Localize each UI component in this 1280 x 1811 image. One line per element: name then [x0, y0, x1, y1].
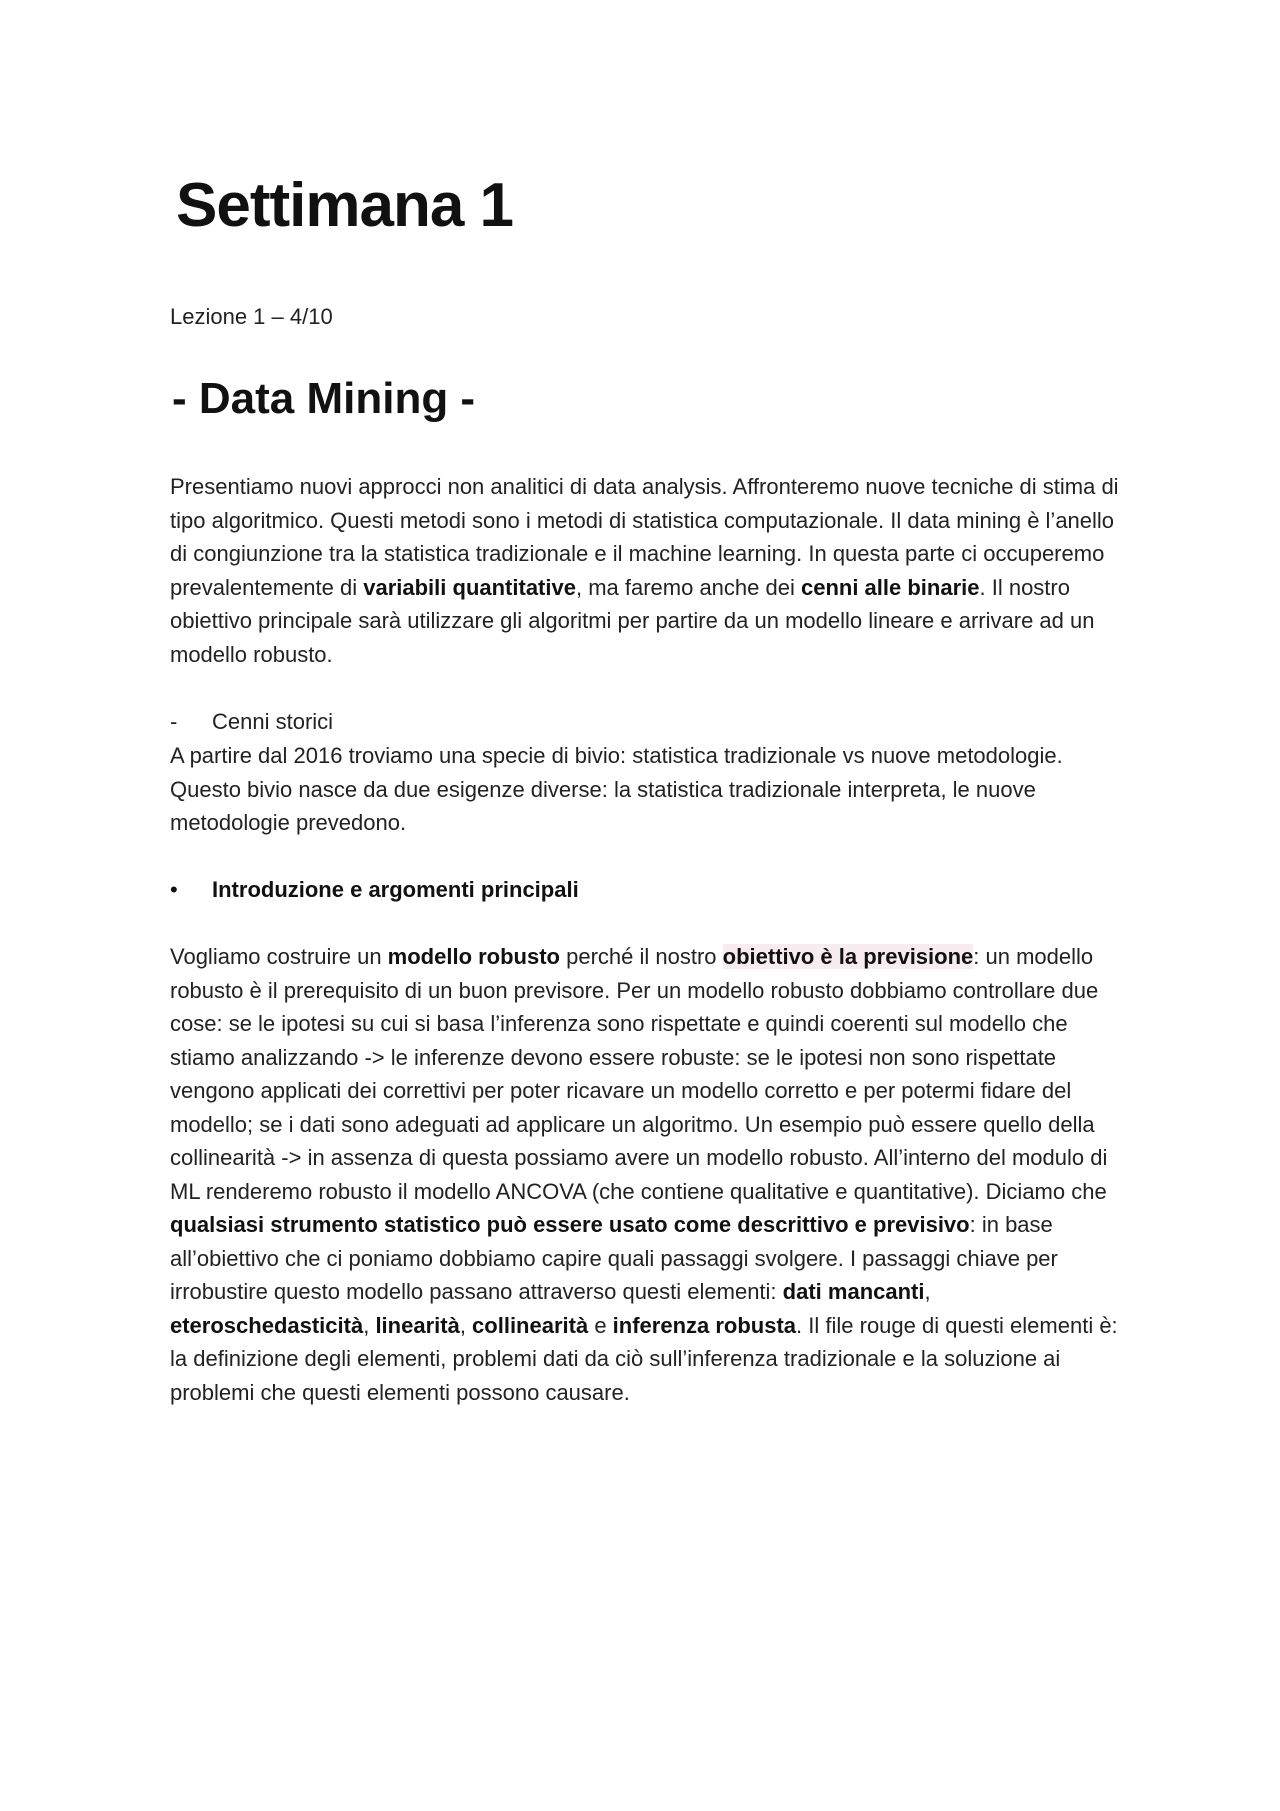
bold-term: modello robusto	[387, 944, 560, 969]
cenni-storici-paragraph: A partire dal 2016 troviamo una specie di bivio: statistica tradizionale vs nuove metodologie. Questo bivio nasce da due esigenze diverse: la statistica tradizionale interpreta, le nuove metodologie prevedono.	[170, 743, 1063, 835]
dash-marker: -	[170, 709, 178, 734]
bullet-marker: •	[170, 877, 178, 902]
bold-term: cenni alle binarie	[800, 574, 980, 600]
robust-model-paragraph: Vogliamo costruire un modello robusto perché il nostro obiettivo è la previsione: un modello robusto è il prerequisito di un buon previsore. Per un modello robusto dobbiamo controllare due cose: se le ipotesi su cui si basa l’inferenza sono rispettate e quindi coerenti sul modello che stiamo analizzando -> le inferenze devono essere robuste: se le ipotesi non sono rispettate vengono applicati dei correttivi per poter ricavare un modello corretto e per potermi fidare del modello; se i dati sono adeguati ad applicare un algoritmo. Un esempio può essere quello della collinearità -> in assenza di questa possiamo avere un modello robusto. All’interno del modulo di ML renderemo robusto il modello ANCOVA (che contiene qualitative e quantitative). Diciamo che qualsiasi strumento statistico può essere usato come descrittivo e previsivo: in base all’obiettivo che ci poniamo dobbiamo capire quali passaggi svolgere. I passaggi chiave per irrobustire questo modello passano attraverso questi elementi: dati mancanti, eteroschedasticità, linearità, collinearità e inferenza robusta. Il file rouge di questi elementi è: la definizione degli elementi, problemi dati da ciò sull’inferenza tradizionale e la soluzione ai problemi che questi elementi possono causare.	[170, 944, 1118, 1405]
highlighted-term: obiettivo è la previsione	[722, 944, 974, 969]
bold-term: linearità	[375, 1312, 460, 1338]
intro-section-label: Introduzione e argomenti principali	[212, 877, 579, 902]
cenni-storici-label: Cenni storici	[212, 709, 334, 734]
bold-term: variabili quantitative	[363, 574, 576, 600]
section-title: - Data Mining -	[172, 374, 476, 423]
bold-term: qualsiasi strumento statistico può essere usato come descrittivo e previsivo	[170, 1212, 970, 1237]
bold-term: inferenza robusta	[612, 1312, 797, 1338]
page-title: Settimana 1	[176, 171, 514, 240]
lesson-date: Lezione 1 – 4/10	[170, 304, 333, 329]
intro-paragraph: Presentiamo nuovi approcci non analitici di data analysis. Affronteremo nuove tecniche di stima di tipo algoritmico. Questi metodi sono i metodi di statistica computazionale. Il data mining è l’anello di congiunzione tra la statistica tradizionale e il machine learning. In questa parte ci occuperemo prevalentemente di variabili quantitative, ma faremo anche dei cenni alle binarie. Il nostro obiettivo principale sarà utilizzare gli algoritmi per partire da un modello lineare e arrivare ad un modello robusto.	[170, 474, 1119, 667]
cenni-storici-item	[170, 705, 333, 739]
bold-term: collinearità	[472, 1312, 589, 1338]
intro-section-heading	[170, 873, 579, 907]
bold-term: dati mancanti	[782, 1279, 925, 1304]
bold-term: eteroschedasticità	[170, 1312, 364, 1338]
